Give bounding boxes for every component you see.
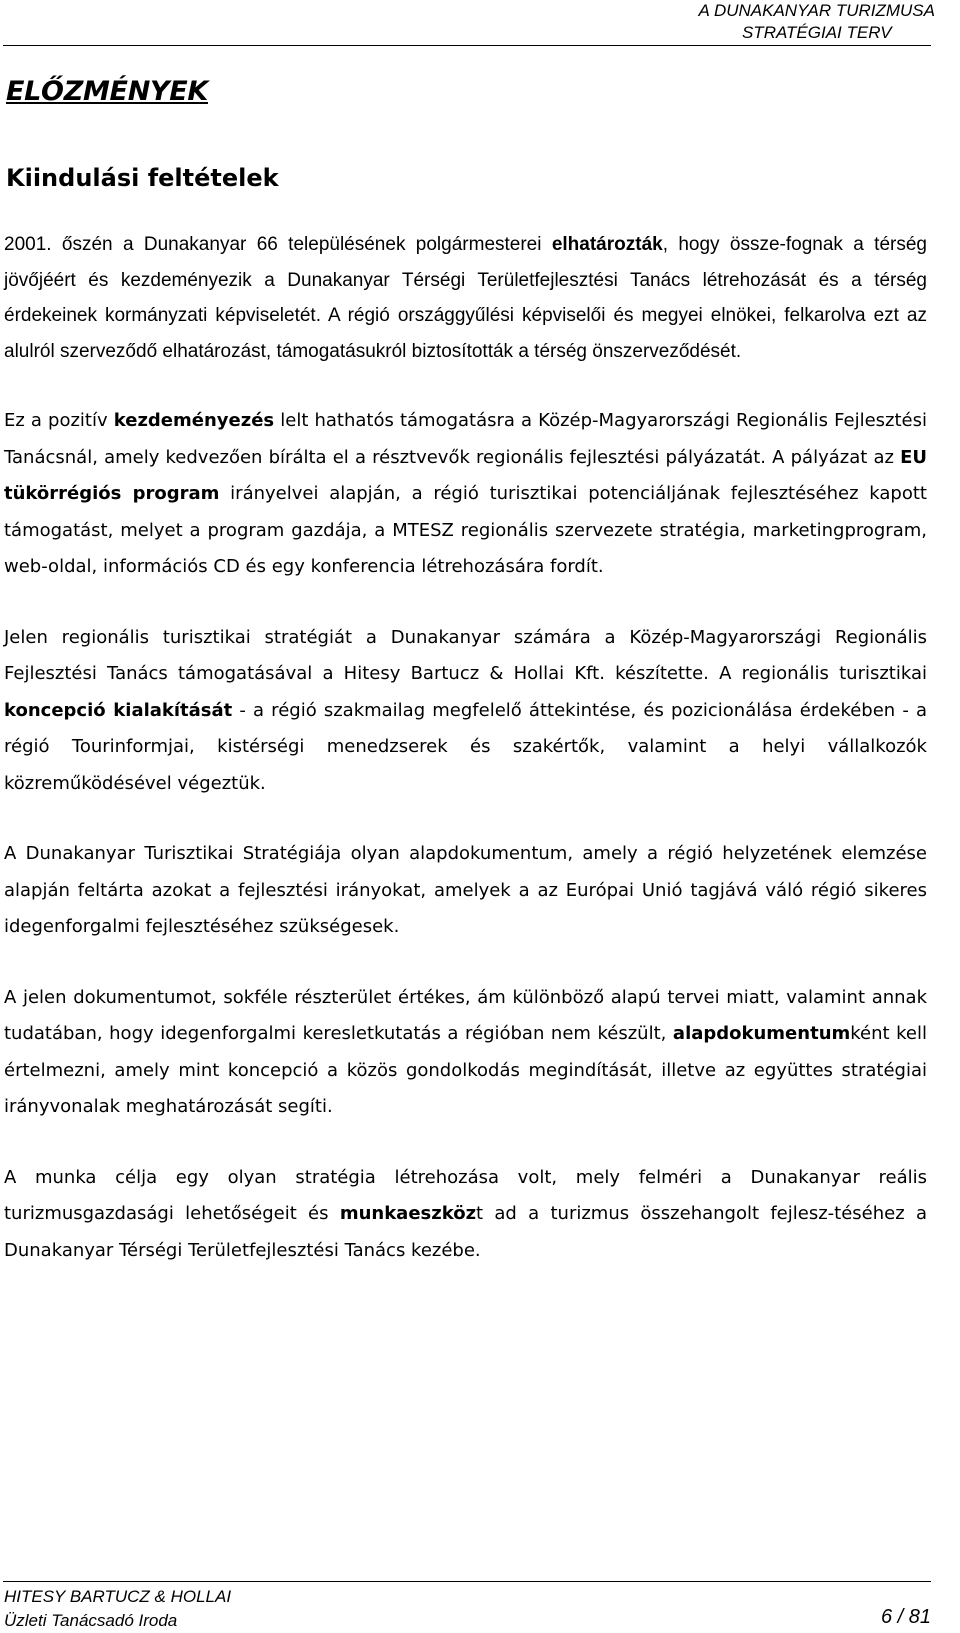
paragraph-1	[4, 227, 927, 369]
paragraph-segment: ként kell értelmezni, amely mint koncepció a közös gondolkodás megindítását, illetve az együttes stratégiai irányvonalak meghatározását segíti.	[4, 1023, 927, 1117]
page-header	[699, 0, 935, 44]
paragraph-segment: t ad a turizmus összehangolt fejlesz-téséhez a Dunakanyar Térségi Területfejlesztési Tanács kezébe.	[4, 1203, 927, 1261]
paragraph-segment: A Dunakanyar Turisztikai Stratégiája olyan alapdokumentum, amely a régió helyzetének elemzése alapján feltárta azokat a fejlesztési irányokat, amelyek a az Európai Unió tagjává váló régió sikeres idegenforgalmi fejlesztéséhez szükségesek.	[4, 843, 927, 937]
paragraph-segment: Jelen regionális turisztikai stratégiát a Dunakanyar számára a Közép-Magyarországi Regionális Fejlesztési Tanács támogatásával a Hitesy Bartucz & Hollai Kft. készítette. A regionális turisztikai	[4, 626, 927, 684]
paragraph-segment: A munka célja egy olyan stratégia létrehozása volt, mely felméri a Dunakanyar reális turizmusgazdasági lehetőségeit és	[4, 1166, 927, 1224]
paragraph-spacer	[4, 586, 927, 620]
paragraph-segment: A jelen dokumentumot, sokféle részterület értékes, ám különböző alapú tervei miatt, valamint annak tudatában, hogy idegenforgalmi keresletkutatás a régióban nem készült,	[4, 986, 927, 1044]
page-number: 6 / 81	[880, 1606, 931, 1628]
paragraph-emphasis: EU tükörrégiós program	[4, 446, 927, 504]
paragraph-spacer	[4, 946, 927, 980]
paragraph-emphasis: kezdeményezés	[113, 410, 275, 431]
paragraph-segment: irányelvei alapján, a régió turisztikai potenciáljának fejlesztéséhez kapott támogatást, melyet a program gazdája, a MTESZ regionális szervezete stratégia, marketingprogram, web-oldal, információs CD és egy konferencia létrehozására fordít.	[4, 483, 927, 577]
paragraph-emphasis: koncepció kialakítását	[4, 699, 233, 721]
paragraph-segment: lelt hathatós támogatásra a Közép-Magyarországi Regionális Fejlesztési Tanácsnál, amely kedvezően bírálta el a résztvevők regionális fejlesztési pályázatát. A pályázat az	[4, 410, 927, 468]
header-line-2: STRATÉGIAI TERV	[741, 23, 892, 42]
paragraph-spacer	[4, 369, 927, 403]
paragraph-segment: Ez a pozitív	[4, 410, 114, 431]
header-line-1: A DUNAKANYAR TURIZMUSA	[698, 1, 935, 20]
paragraph-segment: , hogy össze-fognak a térség jövőjéért és kezdeményezik a Dunakanyar Térségi Területfejlesztési Tanács létrehozását és a térség érdekeinek kormányzati képviseletét. A régió országgyűlési képviselői és megyei elnökei, felkarolva ezt az alulról szerveződő elhatározást, támogatásukról biztosították a térség önszerveződését.	[4, 234, 927, 362]
paragraph-emphasis: alapdokumentum	[672, 1023, 851, 1044]
paragraph-spacer	[4, 802, 927, 836]
paragraph-2	[4, 403, 927, 586]
paragraph-segment: - a régió szakmailag megfelelő áttekintése, és pozicionálása érdekében - a régió Tourinformjai, kistérségi menedzserek és szakértők, valamint a helyi vállalkozók közreműködésével végeztük.	[4, 699, 927, 794]
footer-company-name: HITESY BARTUCZ & HOLLAI	[4, 1587, 232, 1606]
subsection-title: Kiindulási feltételek	[6, 164, 279, 192]
document-body	[4, 227, 927, 1269]
footer-company	[4, 1585, 231, 1633]
paragraph-emphasis: elhatározták	[551, 234, 663, 255]
section-title: ELŐZMÉNYEK	[6, 76, 209, 107]
paragraph-segment: 2001. őszén a Dunakanyar 66 településének polgármesterei	[4, 234, 552, 255]
paragraph-3	[4, 620, 927, 803]
paragraph-spacer	[4, 1126, 927, 1160]
paragraph-emphasis: munkaeszköz	[339, 1203, 477, 1224]
footer-divider	[3, 1581, 931, 1582]
paragraph-6	[4, 1160, 927, 1270]
header-divider	[3, 45, 931, 46]
paragraph-4	[4, 836, 927, 946]
paragraph-5	[4, 980, 927, 1126]
footer-company-subtitle: Üzleti Tanácsadó Iroda	[4, 1611, 178, 1630]
